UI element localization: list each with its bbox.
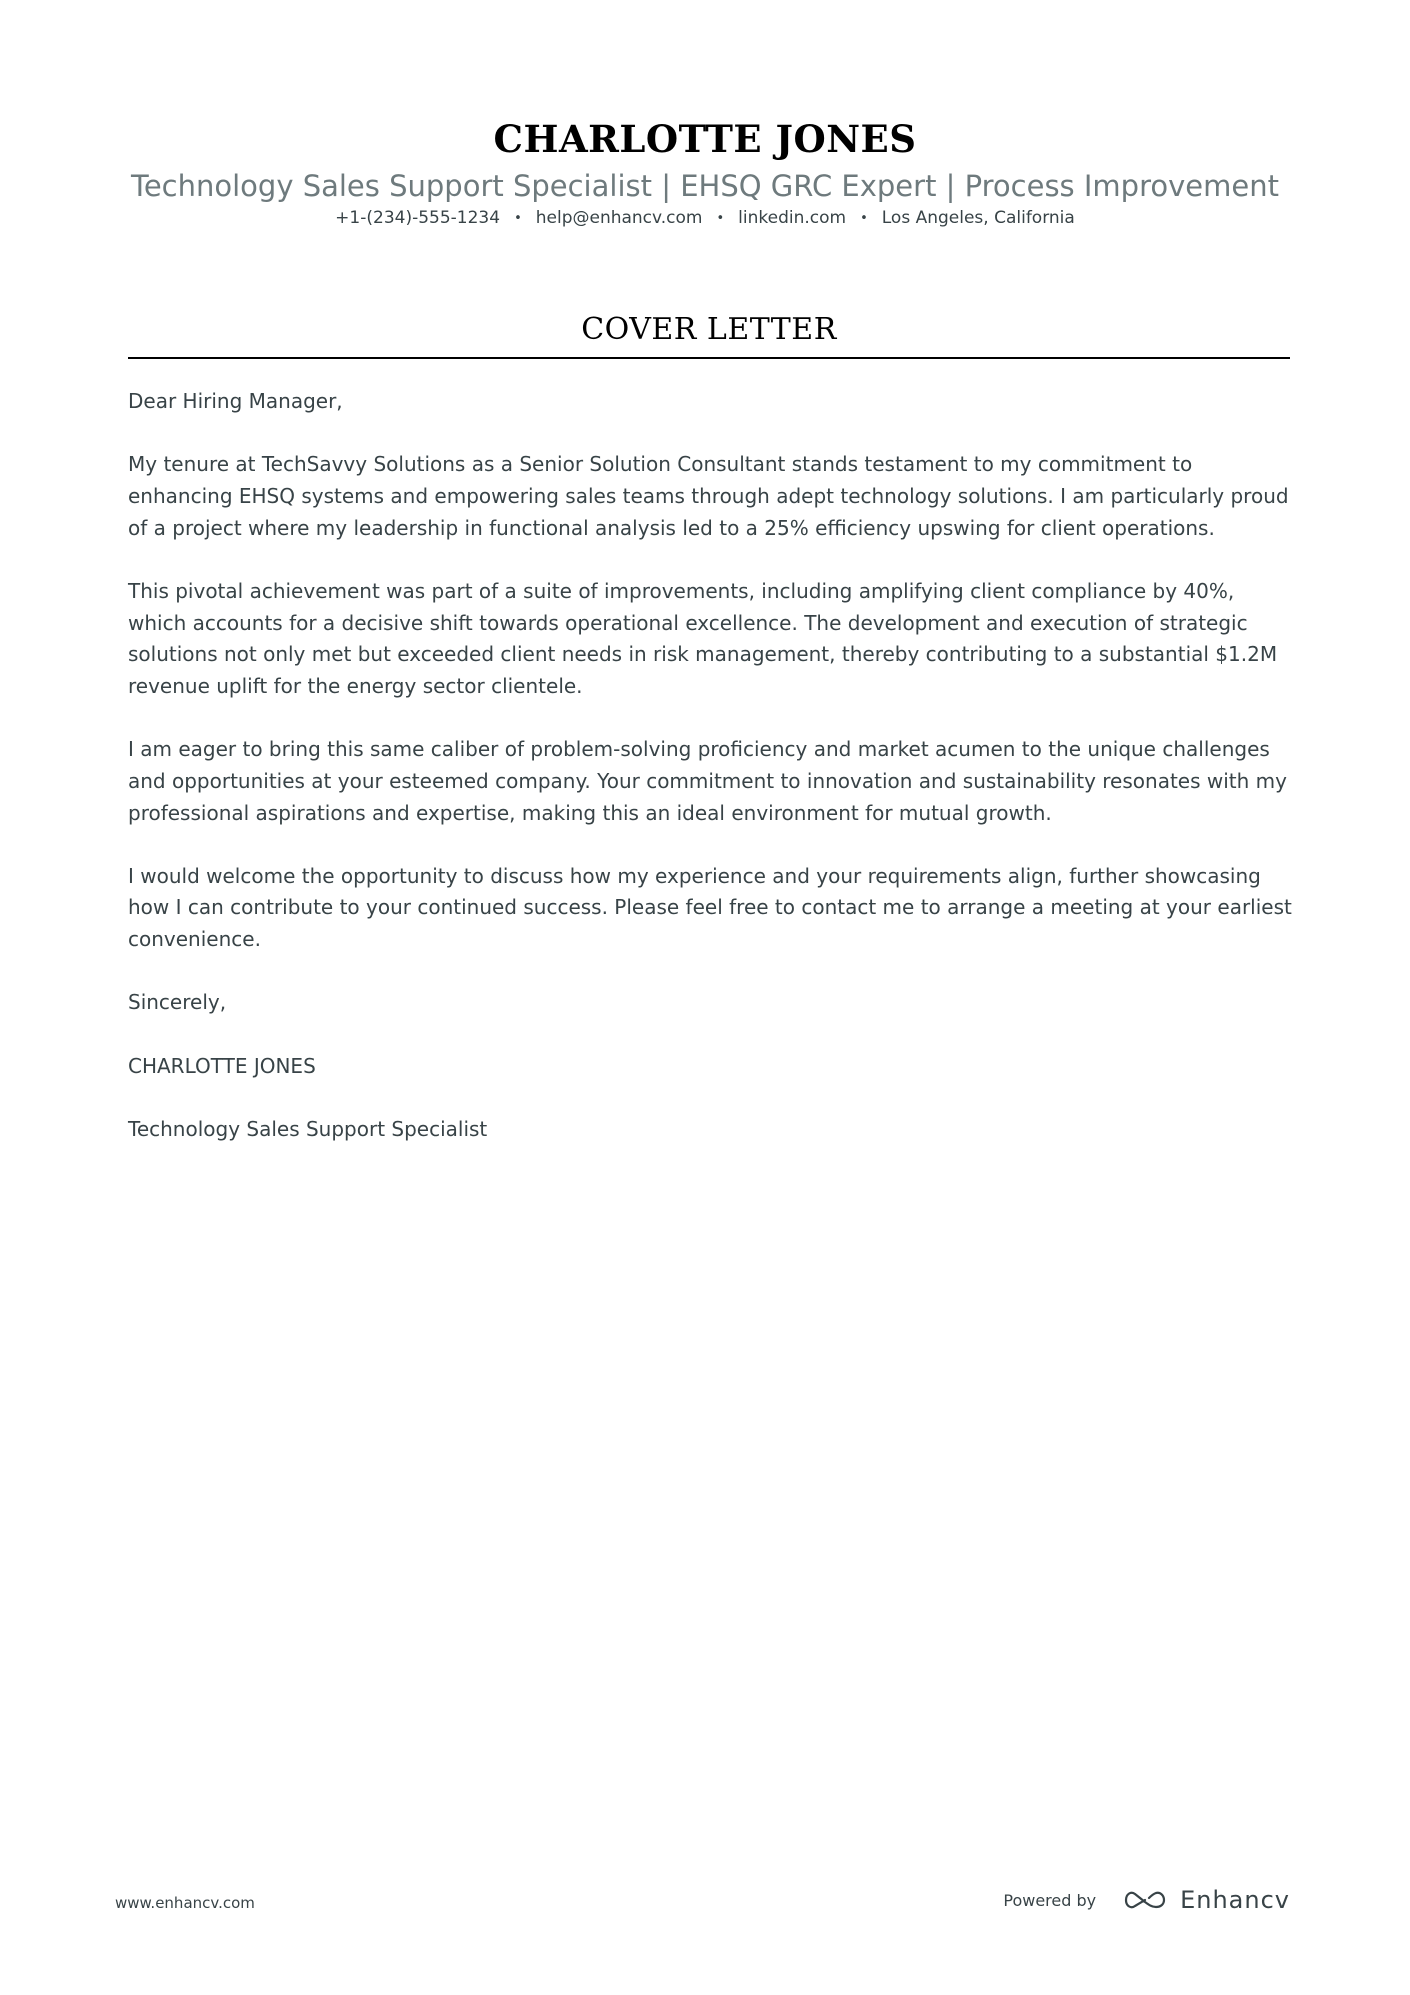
letter-body: [128, 386, 1298, 1177]
letter-greeting: Dear Hiring Manager,: [128, 389, 343, 413]
signature-name: CHARLOTTE JONES: [128, 1053, 316, 1078]
linkedin-link[interactable]: linkedin.com: [738, 208, 847, 228]
email-link[interactable]: help@enhancv.com: [535, 208, 703, 228]
separator-dot: •: [514, 211, 522, 226]
header: [0, 112, 1410, 231]
letter-paragraph: I would welcome the opportunity to discuss how my experience and your requirements align, further showcasing how I can contribute to your continued success. Please feel free to contact me to arrange a meeting at your earliest convenience.: [128, 863, 1292, 952]
section-divider: [128, 357, 1290, 359]
phone-number: +1-(234)-555-1234: [335, 208, 501, 228]
contact-info: [0, 206, 1410, 231]
location: Los Angeles, California: [881, 208, 1075, 228]
section-title: COVER LETTER: [581, 312, 837, 347]
separator-dot: •: [860, 211, 868, 226]
letter-paragraph: This pivotal achievement was part of a suite of improvements, including amplifying client compliance by 40%, which accounts for a decisive shift towards operational excellence. The development and execution of strategic solutions not only met but exceeded client needs in risk management, thereby contributing to a substantial $1.2M revenue uplift for the energy sector clientele.: [128, 578, 1278, 698]
powered-by-label: Powered by: [1003, 1890, 1097, 1910]
candidate-name: CHARLOTTE JONES: [493, 117, 917, 161]
letter-paragraph: I am eager to bring this same caliber of problem-solving proficiency and market acumen to the unique challenges and opportunities at your esteemed company. Your commitment to innovation and sustainability resonates with my professional aspirations and expertise, making this an ideal environment for mutual growth.: [128, 737, 1287, 825]
footer-branding[interactable]: [1003, 1880, 1290, 1920]
footer-website-link[interactable]: www.enhancv.com: [115, 1894, 255, 1912]
separator-dot: •: [716, 211, 725, 226]
enhancv-brand[interactable]: [1122, 1886, 1290, 1914]
signature-title: Technology Sales Support Specialist: [128, 1116, 488, 1141]
letter-paragraph: My tenure at TechSavvy Solutions as a Senior Solution Consultant stands testament to my commitment to enhancing EHSQ systems and empowering sales teams through adept technology solutions. I am particularly proud of a project where my leadership in functional analysis led to a 25% efficiency upswing for client operations.: [128, 452, 1289, 540]
letter-closing: Sincerely,: [128, 990, 227, 1015]
enhancv-wordmark: Enhancv: [1180, 1886, 1290, 1914]
enhancv-logo-icon: [1122, 1888, 1168, 1912]
candidate-headline: Technology Sales Support Specialist | EHSQ GRC Expert | Process Improvement: [131, 169, 1279, 203]
